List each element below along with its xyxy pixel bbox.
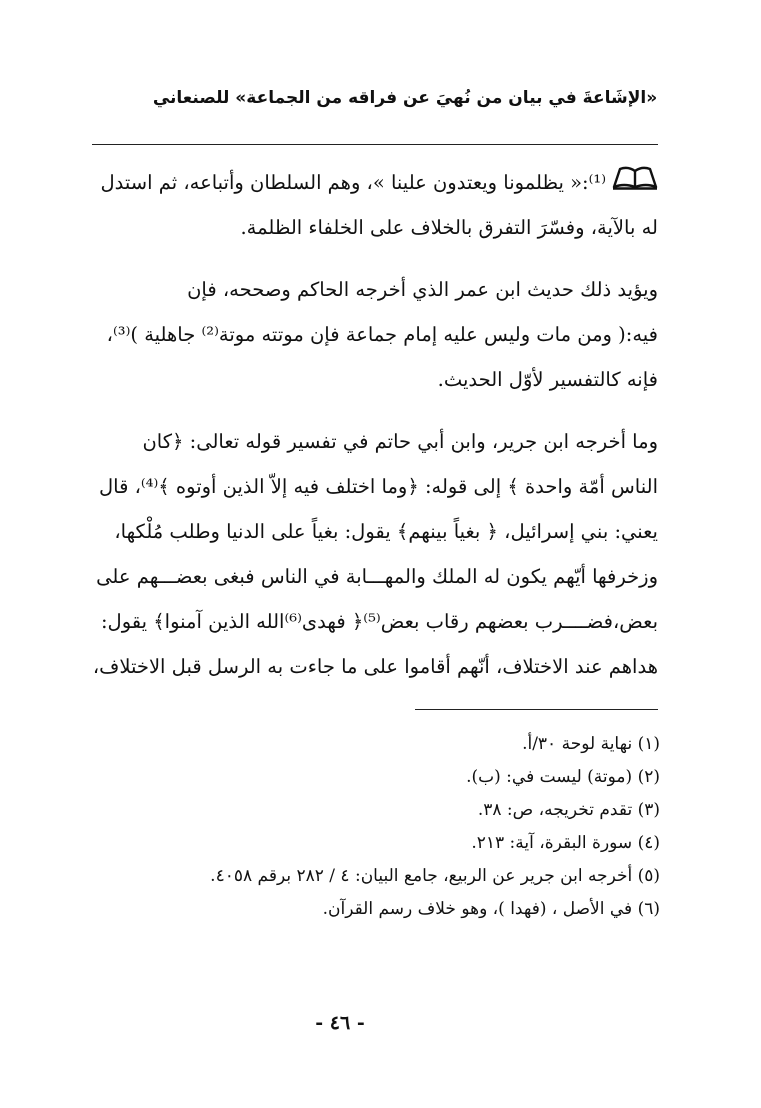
page-number: - ٤٦ - [315,1012,365,1034]
header-divider [92,144,658,145]
footnotes [150,728,660,926]
footnote-item: (٥) أخرجه ابن جرير عن الربيع، جامع البيان: ٤ / ٢٨٢ برقم ٤٠٥٨. [210,866,660,886]
text-line: يعني: بني إسرائيل، ﴿ بغياً بينهم﴾ يقول: بغياً على الدنيا وطلب مُلْكها، [114,520,658,543]
footnote-item: (٦) في الأصل ، (فهدا )، وهو خلاف رسم القرآن. [322,899,660,919]
text-line: ويؤيد ذلك حديث ابن عمر الذي أخرجه الحاكم وصححه، فإن [187,278,658,301]
footnote-item: (٣) تقدم تخريجه، ص: ٣٨. [477,800,660,820]
footnote-item: (٢) (موتة) ليست في: (ب). [466,767,660,787]
text-line: الناس أمّة واحدة ﴾ إلى قوله: ﴿وما اختلف فيه إلاّ الذين أوتوه ﴾⁽⁴⁾، قال [98,475,658,498]
open-book-icon [612,161,658,205]
text-line: فإنه كالتفسير لأوّل الحديث. [437,368,658,391]
text-line: بعض،فضــــرب بعضهم رقاب بعض⁽⁵⁾﴿ فهدى⁽⁶⁾الله الذين آمنوا﴾ يقول: [100,610,658,633]
footnote-item: (٤) سورة البقرة، آية: ٢١٣. [471,833,660,853]
text-line: وما أخرجه ابن جرير، وابن أبي حاتم في تفسير قوله تعالى: ﴿كان [142,430,658,453]
main-text [92,160,658,689]
text-line: له بالآية، وفسّرَ التفرق بالخلاف على الخلفاء الظلمة. [240,216,658,239]
text-line [92,160,658,205]
footnote-divider [415,709,658,710]
text-line: فيه:( ومن مات وليس عليه إمام جماعة فإن موتته موتة⁽²⁾ جاهلية )⁽³⁾، [106,323,658,346]
text-line: وزخرفها أيّهم يكون له الملك والمهـــابة في الناس فبغى بعضـــهم على [96,565,658,588]
footnote-item: (١) نهاية لوحة ٣٠/أ. [522,734,660,754]
running-header: «الإشَاعةَ في بيان من نُهيَ عن فراقه من الجماعة» للصنعاني [152,88,658,108]
text-line: هداهم عند الاختلاف، أنّهم أقاموا على ما جاءت به الرسل قبل الاختلاف، [92,655,658,678]
text-line-content: ⁽¹⁾:« يظلمونا ويعتدون علينا »، وهم السلطان وأتباعه، ثم استدل [100,171,606,194]
